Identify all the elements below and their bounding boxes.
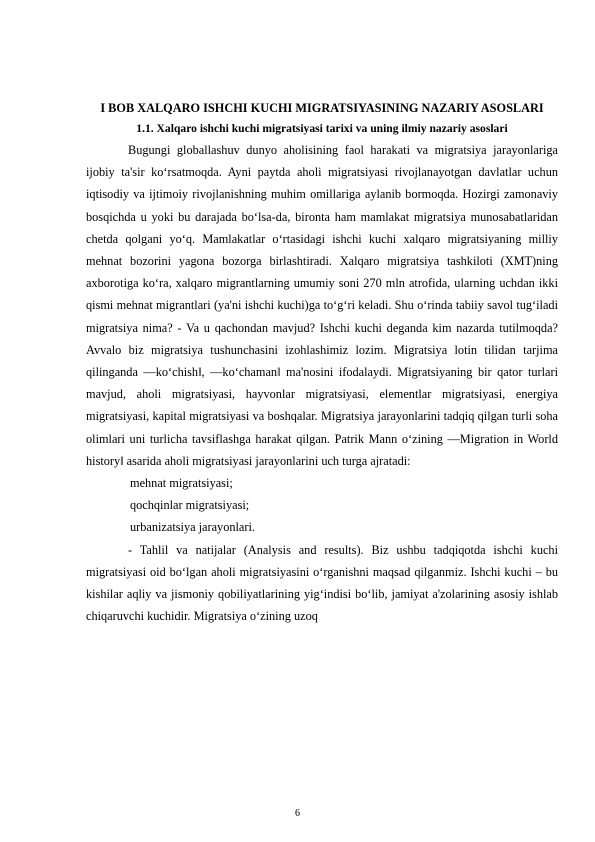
list-item: urbanizatsiya jarayonlari. <box>130 520 255 535</box>
migration-types-list <box>86 472 558 539</box>
list-item: mehnat migratsiyasi; <box>130 476 233 491</box>
chapter-title: I BOB XALQARO ISHCHI KUCHI MIGRATSIYASINING NAZARIY ASOSLARI <box>100 101 544 115</box>
paragraph-intro: Bugungi globallashuv dunyo aholisining faol harakati va migratsiya jarayonlariga ijobiy ta'sir ko‘rsatmoqda. Ayni paytda aholi migratsiyasi rivojlanayotgan davlatlar uchun iqtisodiy va ijtimoiy rivojlanishning muhim omillariga aylanib bormoqda. Hozirgi zamonaviy bosqichda u yoki bu darajada bo‘lsa-da, bironta ham mamlakat migratsiya munosabatlaridan chetda qolgani yo‘q. Mamlakatlar o‘rtasidagi ishchi kuchi xalqaro migratsiyaning milliy mehnat bozorini yagona bozorga birlashtiradi. Xalqaro migratsiya tashkiloti (XMT)ning axborotiga ko‘ra, xalqaro migrantlarning umumiy soni 270 mln atrofida, ularning uchdan ikki qismi mehnat migrantlari (ya'ni ishchi kuchi)ga to‘g‘ri keladi. Shu o‘rinda tabiiy savol tug‘iladi migratsiya nima? - Va u qachondan mavjud? Ishchi kuchi deganda kim nazarda tutilmoqda? Avvalo biz migratsiya tushunchasini izohlashimiz lozim. Migratsiya lotin tilidan tarjima qilinganda ―ko‘chish‖, ―ko‘chaman‖ ma'nosini ifodalaydi. Migratsiyaning bir qator turlari mavjud, aholi migratsiyasi, hayvonlar migratsiyasi, elementlar migratsiyasi, energiya migratsiyasi, kapital migratsiyasi va boshqalar. Migratsiya jarayonlarini tadqiq qilgan turli soha olimlari uni turlicha tavsiflashga harakat qilgan. Patrik Mann o‘zining ―Migration in World history‖ asarida aholi migratsiyasi jarayonlarini uch turga ajratadi: <box>86 143 558 468</box>
list-item: qochqinlar migratsiyasi; <box>130 498 250 513</box>
page-number: 6 <box>295 808 300 819</box>
paragraph-analysis: - Tahlil va natijalar (Analysis and results). Biz ushbu tadqiqotda ishchi kuchi migratsiyasi oid bo‘lgan aholi migratsiyasini o‘rganishni maqsad qilganmiz. Ishchi kuchi – bu kishilar aqliy va jismoniy qobiliyatlarining yig‘indisi bo‘lib, jamiyat a'zolarining asosiy ishlab chiqaruvchi kuchidir. Migratsiya o‘zining uzoq <box>86 542 558 624</box>
section-title: 1.1. Xalqaro ishchi kuchi migratsiyasi tarixi va uning ilmiy nazariy asoslari <box>136 122 508 135</box>
document-page <box>86 98 558 627</box>
